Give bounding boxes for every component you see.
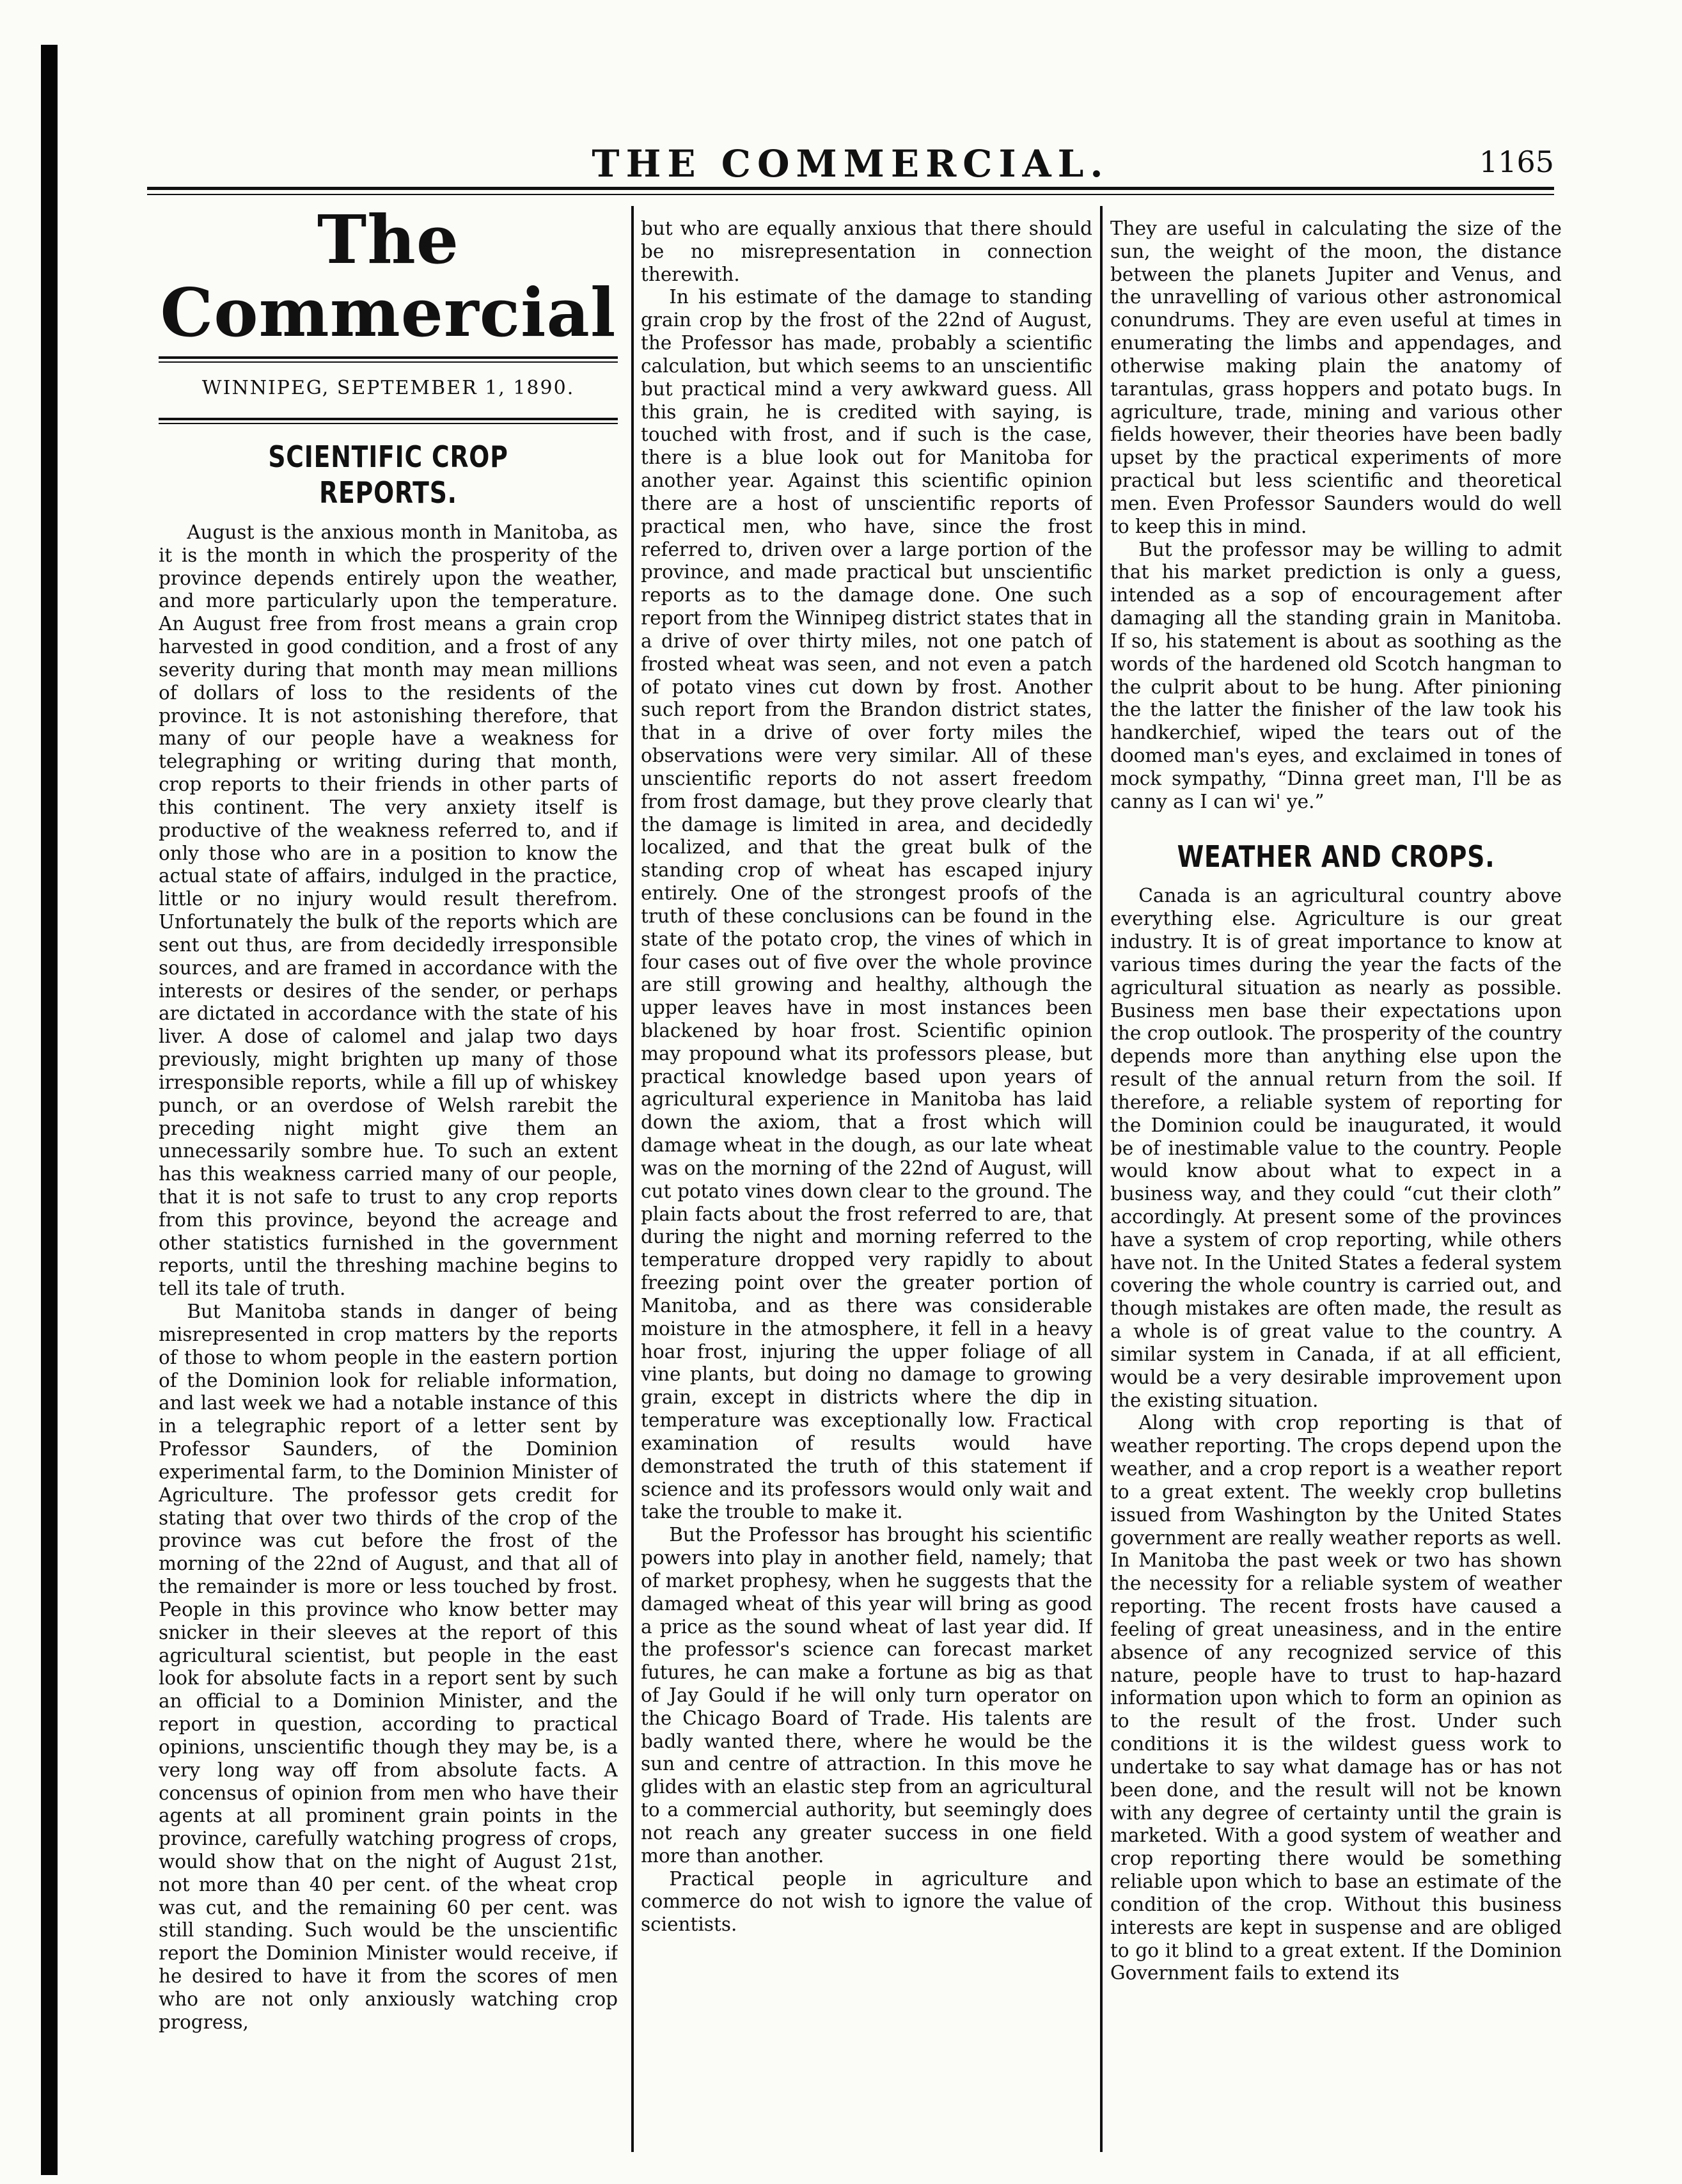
article-paragraph: But the Professor has brought his scientific powers into play in another field, namely; that of market prophesy, when he suggests that the damaged wheat of this year will bring as good a price as the sound wheat of last year did. If the professor's science can forecast market futures, he can make a fortune as big as that of Jay Gould if he will only turn operator on the Chicago Board of Trade. His talents are badly wanted there, where he would be the sun and centre of attraction. In this move he glides with an elastic step from an agricultural to a commercial authority, but seemingly does not reach any greater success in one field more than another. <box>641 1524 1092 1867</box>
page-number: 1165 <box>1479 145 1554 179</box>
dateline-rule <box>159 418 618 420</box>
article-paragraph: But Manitoba stands in danger of being misrepresented in crop matters by the reports of those to whom people in the eastern portion of the Dominion look for reliable information, and last week we had a notable instance of this in a telegraphic report of a letter sent by Professor Saunders, of the Dominion experimental farm, to the Dominion Minister of Agriculture. The professor gets credit for stating that over two thirds of the crop of the province was cut before the frost of the morning of the 22nd of August, and that all of the remainder is more or less touched by frost. People in this province who know better may snicker in their sleeves at the report of this agricultural scientist, but people in the east look for absolute facts in a report sent by such an official to a Dominion Minister, and the report in question, according to practical opinions, unscientific though they may be, is a very long way off from absolute facts. A concensus of opinion from men who have their agents at all prominent grain points in the province, carefully watching progress of crops, would show that on the night of August 21st, not more than 40 per cent. of the wheat crop was cut, and the remaining 60 per cent. was still standing. Such would be the unscientific report the Dominion Minister would receive, if he desired to have it from the scores of men who are not only anxiously watching crop progress, <box>159 1301 618 2033</box>
running-head-title: THE COMMERCIAL. <box>592 142 1110 186</box>
column-1 <box>159 203 618 2161</box>
running-head <box>147 142 1554 187</box>
article-paragraph: They are useful in calculating the size of the sun, the weight of the moon, the distance between the planets Jupiter and Venus, and the unravelling of various other astronomical conundrums. They are even useful at times in enumerating the limbs and appendages, and otherwise making plain the anatomy of tarantulas, grass hoppers and potato bugs. In agriculture, trade, mining and various other fields however, their theories have been badly upset by the practical experiments of more practical but less scientific and theoretical men. Even Professor Saunders would do well to keep this in mind. <box>1110 218 1562 537</box>
article-headline: WEATHER AND CROPS. <box>1177 839 1495 874</box>
article-paragraph: But the professor may be willing to admit that his market prediction is only a guess, intended as a sop of encouragement after damaging all the standing grain in Manitoba. If so, his statement is about as soothing as the words of the hardened old Scotch hangman to the culprit about to be hung. After pinioning the the latter the finisher of the law took his handkerchief, wiped the tears out of the doomed man's eyes, and exclaimed in tones of mock sympathy, “Dinna greet man, I'll be as canny as I can wi' ye.” <box>1110 538 1562 812</box>
article-paragraph: In his estimate of the damage to standing grain crop by the frost of the 22nd of August, the Professor has made, probably a scientific calculation, but which seems to an unscientific but practical mind a very awkward guess. All this grain, he is credited with saying, is touched with frost, and if such is the case, there is a blue look out for Manitoba for another year. Against this scientific opinion there are a host of unscientific reports of practical men, who have, since the frost referred to, driven over a large portion of the province, and made practical but unscientific reports as to the damage done. One such report from the Winnipeg district states that in a drive of over thirty miles, not one patch of frosted wheat was seen, and not even a patch of potato vines cut down by frost. Another such report from the Brandon district states, that in a drive of over forty miles the observations were very similar. All of these unscientific reports do not assert freedom from frost damage, but they prove clearly that the damage is limited in area, and decidedly localized, and that the great bulk of the standing crop of wheat has escaped injury entirely. One of the strongest proofs of the truth of these conclusions can be found in the state of the potato crop, the vines of which in four cases out of five over the whole province are still growing and healthy, although the upper leaves have in most instances been blackened by hoar frost. Scientific opinion may propound what its professors please, but practical knowledge based upon years of agricultural experience in Manitoba has laid down the axiom, that a frost which will damage wheat in the dough, as our late wheat was on the morning of the 22nd of August, will cut potato vines down clear to the ground. The plain facts about the frost referred to are, that during the night and morning referred to the temperature dropped very rapidly to about freezing point over the greater portion of Manitoba, and as there was considerable moisture in the atmosphere, it fell in a heavy hoar frost, injuring the upper foliage of all vine plants, but doing no damage to growing grain, except in districts where the dip in temperature was exceptionally low. Fractical examination of results would have demonstrated the truth of this statement if science and its professors would only wait and take the trouble to make it. <box>641 286 1092 1523</box>
header-rule-thick <box>147 187 1554 190</box>
header-rule-thin <box>147 194 1554 195</box>
column-rule-1 <box>631 206 634 2152</box>
binding-edge <box>41 45 58 2175</box>
article-paragraph: Canada is an agricultural country above everything else. Agriculture is our great industry. It is of great importance to know at various times during the year the facts of the agricultural situation as nearly as possible. Business men base their expectations upon the crop outlook. The prosperity of the country depends more than anything else upon the result of the annual return from the soil. If therefore, a reliable system of reporting for the Dominion could be inaugurated, it would be of inestimable value to the country. People would know about what to expect in a business way, and they could “cut their cloth” accordingly. At present some of the provinces have a system of crop reporting, while others have not. In the United States a federal system covering the whole country is carried out, and though mistakes are often made, the result as a whole is of great value to the country. A similar system in Canada, if at all efficient, would be a very desirable improvement upon the existing situation. <box>1110 885 1562 1411</box>
masthead-rule-thin <box>159 361 618 363</box>
dateline: WINNIPEG, SEPTEMBER 1, 1890. <box>201 376 575 399</box>
article-paragraph: but who are equally anxious that there should be no misrepresentation in connection therewith. <box>641 218 1092 285</box>
column-2 <box>641 218 1092 2162</box>
column-3 <box>1110 218 1562 2162</box>
article-headline: SCIENTIFIC CROP REPORTS. <box>268 439 508 510</box>
column-rule-2 <box>1100 206 1103 2152</box>
masthead-title: The Commercial <box>160 203 617 352</box>
article-paragraph: Practical people in agriculture and commerce do not wish to ignore the value of scientists. <box>641 1867 1092 1936</box>
masthead-rule <box>159 356 618 359</box>
dateline-rule-thin <box>159 423 618 424</box>
article-paragraph: Along with crop reporting is that of weather reporting. The crops depend upon the weather, and a crop report is a weather report to a great extent. The weekly crop bulletins issued from Washington by the United States government are really weather reports as well. In Manitoba the past week or two has shown the necessity for a reliable system of weather reporting. The recent frosts have caused a feeling of great uneasiness, and in the entire absence of any recognized service of this nature, people have to trust to hap-hazard information upon which to form an opinion as to the result of the frost. Under such conditions it is the wildest guess work to undertake to say what damage has or has not been done, and the result will not be known with any degree of certainty until the grain is marketed. With a good system of weather and crop reporting there would be something reliable upon which to base an estimate of the condition of the crop. Without this business interests are kept in suspense and are obliged to go it blind to a great extent. If the Dominion Government fails to extend its <box>1110 1412 1562 1984</box>
article-paragraph: August is the anxious month in Manitoba, as it is the month in which the prosperity of the province depends entirely upon the weather, and more particularly upon the temperature. An August free from frost means a grain crop harvested in good condition, and a frost of any severity during that month may mean millions of dollars of loss to the residents of the province. It is not astonishing therefore, that many of our people have a weakness for telegraphing or writing during that month, crop reports to their friends in other parts of this continent. The very anxiety itself is productive of the weakness referred to, and if only those who are in a position to know the actual state of affairs, indulged in the practice, little or no injury would result therefrom. Unfortunately the bulk of the reports which are sent out thus, are from decidedly irresponsible sources, and are framed in accordance with the interests or desires of the sender, or perhaps are dictated in accordance with the state of his liver. A dose of calomel and jalap two days previously, might brighten up many of those irresponsible reports, while a fill up of whiskey punch, or an overdose of Welsh rarebit the preceding night might give them an unnecessarily sombre hue. To such an extent has this weakness carried many of our people, that it is not safe to trust to any crop reports from this province, beyond the acreage and other statistics furnished in the government reports, until the threshing machine begins to tell its tale of truth. <box>159 521 618 1300</box>
